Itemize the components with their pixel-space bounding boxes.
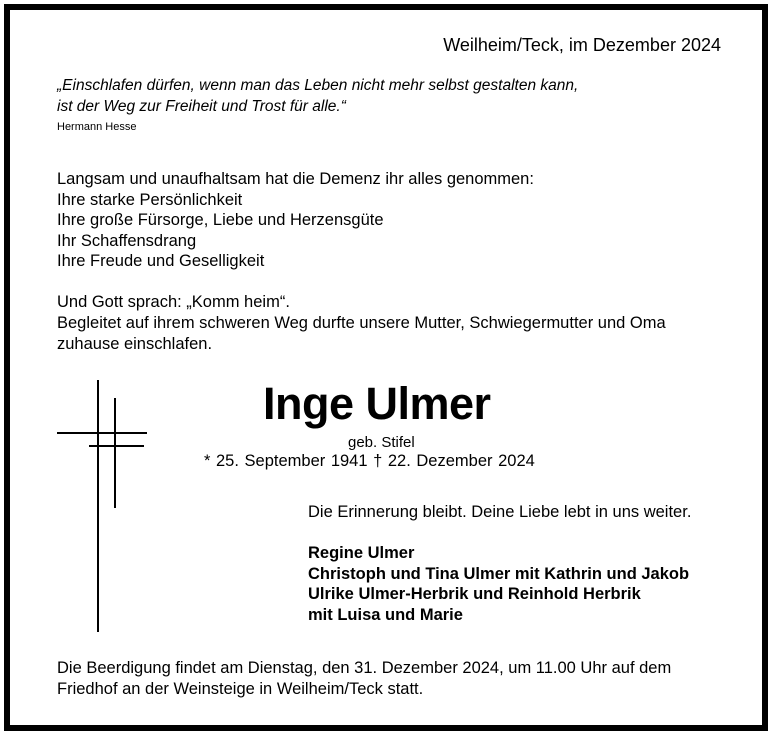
- location-date: Weilheim/Teck, im Dezember 2024: [443, 35, 721, 55]
- maiden-name: geb. Stifel: [348, 434, 415, 451]
- family-line-1: Regine Ulmer: [308, 544, 415, 562]
- life-dates: * 25. September 1941 † 22. Dezember 2024: [204, 452, 535, 470]
- farewell-line-1: Und Gott sprach: „Komm heim“.: [57, 293, 290, 311]
- quote-line-2: ist der Weg zur Freiheit und Trost für alle.“: [57, 98, 346, 115]
- funeral-line-2: Friedhof an der Weinsteige in Weilheim/Teck statt.: [57, 680, 424, 698]
- cross-icon: [57, 380, 147, 632]
- farewell-line-2: Begleitet auf ihrem schweren Weg durfte unsere Mutter, Schwiegermutter und Oma: [57, 314, 666, 332]
- quote-line-1: „Einschlafen dürfen, wenn man das Leben nicht mehr selbst gestalten kann,: [57, 77, 579, 94]
- quote-author: Hermann Hesse: [57, 121, 137, 133]
- farewell-line-3: zuhause einschlafen.: [57, 335, 213, 353]
- intro-line-3: Ihre große Fürsorge, Liebe und Herzensgüte: [57, 211, 384, 229]
- intro-line-4: Ihr Schaffensdrang: [57, 232, 197, 250]
- intro-line-2: Ihre starke Persönlichkeit: [57, 191, 243, 209]
- intro-line-1: Langsam und unaufhaltsam hat die Demenz ihr alles genommen:: [57, 170, 534, 188]
- family-line-3: Ulrike Ulmer-Herbrik und Reinhold Herbrik: [308, 585, 641, 603]
- intro-line-5: Ihre Freude und Geselligkeit: [57, 252, 265, 270]
- closing-line: Die Erinnerung bleibt. Deine Liebe lebt in uns weiter.: [308, 503, 692, 521]
- funeral-line-1: Die Beerdigung findet am Dienstag, den 31. Dezember 2024, um 11.00 Uhr auf dem: [57, 659, 672, 677]
- family-line-4: mit Luisa und Marie: [308, 606, 463, 624]
- family-line-2: Christoph und Tina Ulmer mit Kathrin und Jakob: [308, 565, 690, 583]
- deceased-name: Inge Ulmer: [263, 378, 491, 429]
